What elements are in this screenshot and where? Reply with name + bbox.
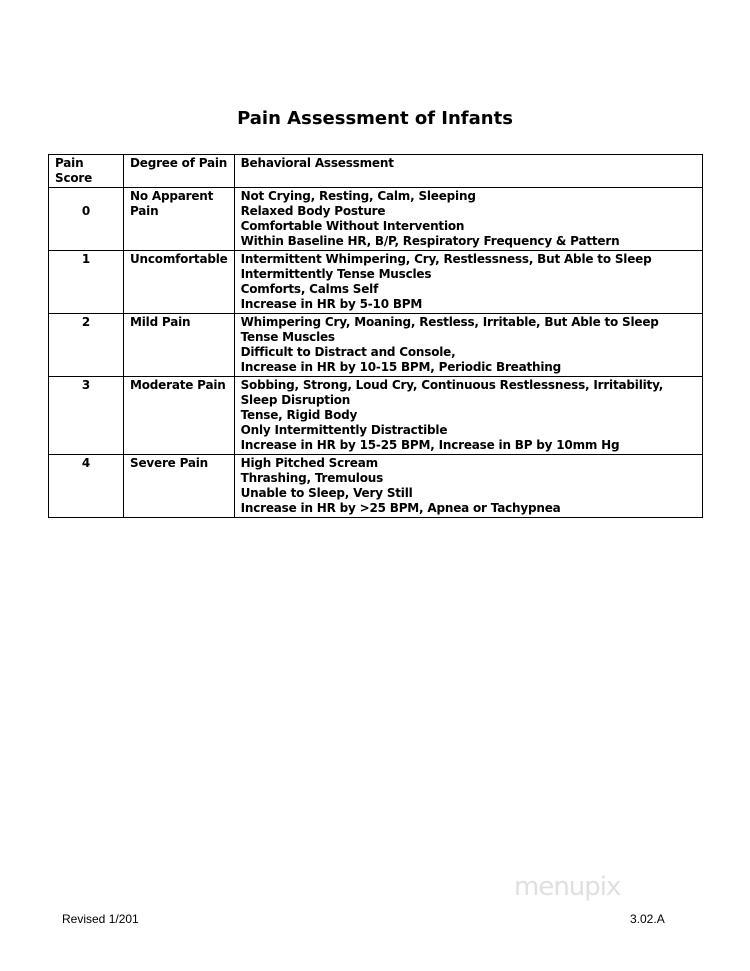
assessment-cell: Whimpering Cry, Moaning, Restless, Irritable, But Able to Sleep Tense Muscles Difficult to Distract and Console, Increase in HR by 10-15 BPM, Periodic Breathing — [234, 314, 702, 377]
table-row — [49, 377, 703, 455]
table-row — [49, 251, 703, 314]
pain-score-cell: 3 — [49, 377, 124, 455]
degree-cell: Moderate Pain — [124, 377, 235, 455]
page-title: Pain Assessment of Infants — [237, 108, 513, 129]
header-degree-of-pain: Degree of Pain — [124, 155, 235, 188]
assessment-cell: Intermittent Whimpering, Cry, Restlessness, But Able to Sleep Intermittently Tense Muscles Comforts, Calms Self Increase in HR by 5-10 BPM — [234, 251, 702, 314]
pain-score-cell: 0 — [49, 188, 124, 251]
pain-score-cell: 2 — [49, 314, 124, 377]
table-row — [49, 314, 703, 377]
pain-assessment-table — [48, 154, 703, 518]
table-row — [49, 188, 703, 251]
degree-cell: Uncomfortable — [124, 251, 235, 314]
header-behavioral-assessment: Behavioral Assessment — [234, 155, 702, 188]
footer-doc-code: 3.02.A — [630, 912, 665, 926]
watermark-logo: menupix — [514, 872, 621, 902]
pain-score-cell: 4 — [49, 455, 124, 518]
degree-cell: No Apparent Pain — [124, 188, 235, 251]
degree-cell: Mild Pain — [124, 314, 235, 377]
table-header-row — [49, 155, 703, 188]
assessment-cell: Sobbing, Strong, Loud Cry, Continuous Restlessness, Irritability, Sleep Disruption Tense, Rigid Body Only Intermittently Distractible Increase in HR by 15-25 BPM, Increase in BP by 10mm Hg — [234, 377, 702, 455]
degree-cell: Severe Pain — [124, 455, 235, 518]
assessment-cell: Not Crying, Resting, Calm, Sleeping Relaxed Body Posture Comfortable Without Intervention Within Baseline HR, B/P, Respiratory Frequency & Pattern — [234, 188, 702, 251]
header-pain-score: Pain Score — [49, 155, 124, 188]
footer-revised: Revised 1/201 — [62, 912, 139, 926]
assessment-cell: High Pitched Scream Thrashing, Tremulous Unable to Sleep, Very Still Increase in HR by >25 BPM, Apnea or Tachypnea — [234, 455, 702, 518]
pain-score-cell: 1 — [49, 251, 124, 314]
table-row — [49, 455, 703, 518]
